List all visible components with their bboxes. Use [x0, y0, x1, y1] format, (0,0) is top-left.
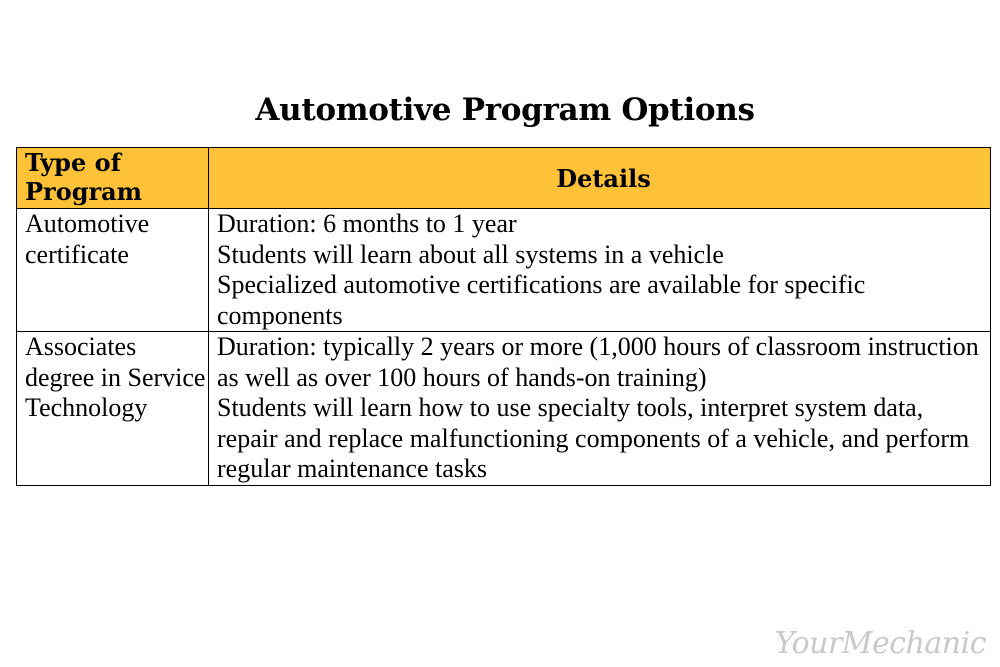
- header-details: Details: [209, 148, 991, 209]
- table-header-row: [17, 148, 991, 209]
- detail-line: Students will learn about all systems in a vehicle: [217, 239, 724, 269]
- header-type-of-program: Type of Program: [17, 148, 209, 209]
- page-title: Automotive Program Options: [255, 92, 755, 128]
- program-details-cell: [209, 209, 991, 332]
- table-row: [17, 332, 991, 486]
- detail-line: Duration: 6 months to 1 year: [217, 209, 517, 238]
- program-type-cell: Automotive certificate: [17, 209, 209, 332]
- yourmechanic-watermark: YourMechanic: [774, 626, 986, 661]
- detail-line: Students will learn how to use specialty tools, interpret system data, repair and replace malfunctioning components of a vehicle, and perform regular maintenance tasks: [217, 393, 970, 483]
- program-details-cell: [209, 332, 991, 486]
- program-type-cell: Associates degree in Service Technology: [17, 332, 209, 486]
- table-row: [17, 209, 991, 332]
- detail-line: Specialized automotive certifications are available for specific components: [217, 270, 866, 330]
- detail-line: Duration: typically 2 years or more (1,000 hours of classroom instruction as well as over 100 hours of hands-on training): [217, 332, 979, 392]
- program-options-table: [16, 147, 991, 486]
